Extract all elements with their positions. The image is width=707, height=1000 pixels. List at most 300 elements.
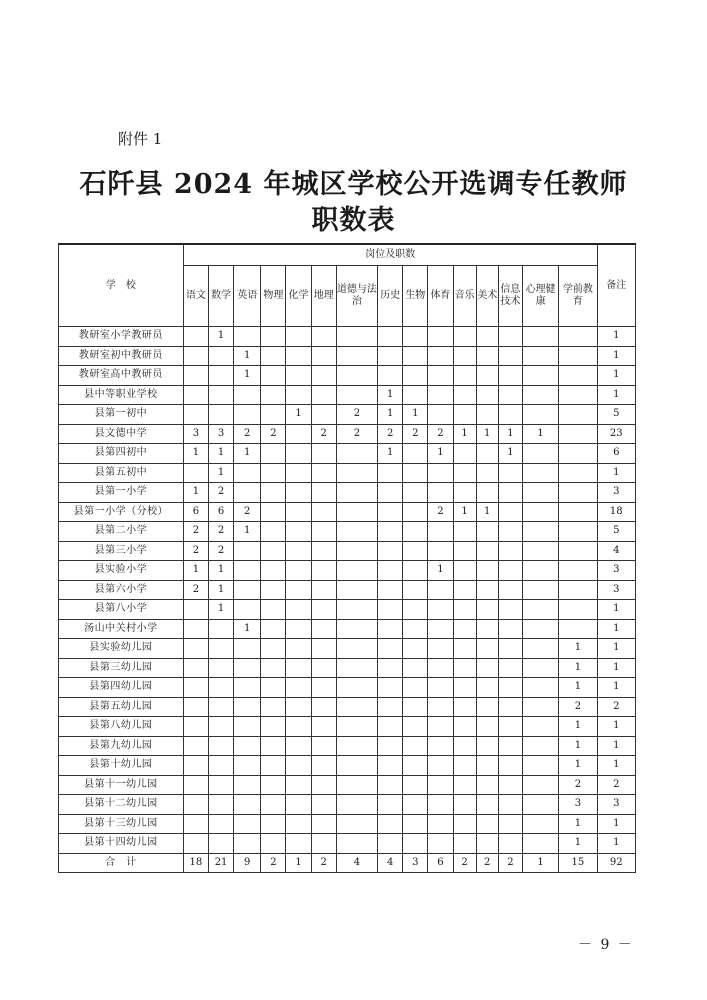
count-cell xyxy=(453,463,476,483)
count-cell xyxy=(428,483,453,503)
table-row xyxy=(59,346,636,366)
count-cell xyxy=(403,814,428,834)
school-name: 县实验幼儿园 xyxy=(59,639,184,659)
school-name: 教研室高中教研员 xyxy=(59,366,184,386)
count-cell xyxy=(311,366,336,386)
count-cell xyxy=(311,814,336,834)
count-cell xyxy=(559,580,597,600)
count-cell xyxy=(311,541,336,561)
count-cell xyxy=(378,678,403,698)
count-cell xyxy=(286,600,311,620)
remark-cell: 3 xyxy=(597,795,635,815)
count-cell xyxy=(476,619,498,639)
count-cell: 1 xyxy=(403,405,428,425)
count-cell xyxy=(286,580,311,600)
count-cell xyxy=(378,502,403,522)
school-name: 县第九幼儿园 xyxy=(59,736,184,756)
count-cell: 2 xyxy=(403,424,428,444)
count-cell xyxy=(559,561,597,581)
count-cell xyxy=(261,346,286,366)
count-cell xyxy=(453,717,476,737)
count-cell: 1 xyxy=(559,756,597,776)
subject-header: 英语 xyxy=(234,266,261,327)
count-cell xyxy=(476,463,498,483)
count-cell xyxy=(403,756,428,776)
subject-header: 化学 xyxy=(286,266,311,327)
school-name: 县第十三幼儿园 xyxy=(59,814,184,834)
count-cell xyxy=(286,678,311,698)
count-cell xyxy=(428,366,453,386)
count-cell xyxy=(498,561,522,581)
count-cell: 2 xyxy=(183,541,208,561)
count-cell xyxy=(428,541,453,561)
school-name: 县第十四幼儿园 xyxy=(59,834,184,854)
remark-cell: 1 xyxy=(597,736,635,756)
table-row xyxy=(59,561,636,581)
count-cell xyxy=(208,366,233,386)
count-cell xyxy=(453,405,476,425)
count-cell xyxy=(453,658,476,678)
count-cell xyxy=(428,678,453,698)
count-cell xyxy=(559,619,597,639)
count-cell xyxy=(261,756,286,776)
count-cell xyxy=(403,366,428,386)
count-cell xyxy=(311,561,336,581)
remark-cell: 1 xyxy=(597,600,635,620)
count-cell xyxy=(403,697,428,717)
count-cell xyxy=(498,580,522,600)
count-cell xyxy=(261,580,286,600)
count-cell xyxy=(559,463,597,483)
count-cell xyxy=(378,619,403,639)
count-cell xyxy=(183,775,208,795)
count-cell xyxy=(286,444,311,464)
count-cell xyxy=(453,522,476,542)
count-cell: 9 xyxy=(234,853,261,873)
count-cell: 15 xyxy=(559,853,597,873)
count-cell xyxy=(336,346,377,366)
count-cell xyxy=(336,580,377,600)
school-name: 县第十二幼儿园 xyxy=(59,795,184,815)
count-cell xyxy=(498,717,522,737)
count-cell xyxy=(498,522,522,542)
table-row xyxy=(59,697,636,717)
count-cell xyxy=(336,756,377,776)
count-cell xyxy=(183,327,208,347)
count-cell xyxy=(522,405,558,425)
table-row xyxy=(59,327,636,347)
count-cell: 1 xyxy=(378,405,403,425)
school-name: 教研室初中教研员 xyxy=(59,346,184,366)
count-cell xyxy=(311,834,336,854)
count-cell xyxy=(403,561,428,581)
page-number: － 9 － xyxy=(578,937,634,953)
count-cell xyxy=(208,405,233,425)
table-row xyxy=(59,795,636,815)
count-cell: 6 xyxy=(183,502,208,522)
count-cell xyxy=(498,619,522,639)
count-cell xyxy=(428,600,453,620)
count-cell xyxy=(428,736,453,756)
count-cell xyxy=(286,639,311,659)
count-cell xyxy=(403,600,428,620)
count-cell xyxy=(498,736,522,756)
school-name: 县第五幼儿园 xyxy=(59,697,184,717)
count-cell xyxy=(208,736,233,756)
count-cell xyxy=(498,756,522,776)
count-cell xyxy=(336,639,377,659)
count-cell xyxy=(522,580,558,600)
count-cell xyxy=(428,658,453,678)
count-cell: 1 xyxy=(559,717,597,737)
count-cell: 2 xyxy=(183,522,208,542)
count-cell xyxy=(286,717,311,737)
count-cell xyxy=(428,522,453,542)
count-cell xyxy=(428,463,453,483)
count-cell: 1 xyxy=(286,853,311,873)
remark-cell: 92 xyxy=(597,853,635,873)
count-cell xyxy=(476,346,498,366)
count-cell: 1 xyxy=(183,483,208,503)
table-row xyxy=(59,658,636,678)
count-cell xyxy=(261,600,286,620)
count-cell xyxy=(476,717,498,737)
count-cell xyxy=(522,600,558,620)
count-cell xyxy=(559,327,597,347)
count-cell xyxy=(378,561,403,581)
count-cell: 1 xyxy=(183,444,208,464)
count-cell: 21 xyxy=(208,853,233,873)
count-cell xyxy=(286,775,311,795)
table-row xyxy=(59,444,636,464)
count-cell: 1 xyxy=(559,639,597,659)
count-cell xyxy=(286,424,311,444)
count-cell xyxy=(453,561,476,581)
count-cell xyxy=(378,736,403,756)
table-row xyxy=(59,834,636,854)
count-cell xyxy=(522,502,558,522)
count-cell xyxy=(234,327,261,347)
count-cell xyxy=(476,814,498,834)
count-cell xyxy=(559,424,597,444)
count-cell xyxy=(378,658,403,678)
count-cell xyxy=(522,834,558,854)
subject-header: 数学 xyxy=(208,266,233,327)
count-cell xyxy=(311,619,336,639)
count-cell xyxy=(476,366,498,386)
count-cell xyxy=(286,541,311,561)
count-cell xyxy=(522,795,558,815)
count-cell xyxy=(498,814,522,834)
count-cell xyxy=(183,405,208,425)
count-cell xyxy=(261,639,286,659)
count-cell xyxy=(183,366,208,386)
count-cell xyxy=(183,463,208,483)
table-row xyxy=(59,756,636,776)
count-cell xyxy=(476,405,498,425)
count-cell xyxy=(559,600,597,620)
count-cell xyxy=(336,678,377,698)
count-cell xyxy=(559,346,597,366)
remark-cell: 3 xyxy=(597,580,635,600)
count-cell xyxy=(311,405,336,425)
count-cell: 2 xyxy=(476,853,498,873)
count-cell xyxy=(498,327,522,347)
remark-cell: 4 xyxy=(597,541,635,561)
count-cell xyxy=(522,327,558,347)
remark-cell: 5 xyxy=(597,522,635,542)
count-cell xyxy=(476,658,498,678)
document-title-line1: 石阡县 2024 年城区学校公开选调专任教师 xyxy=(79,169,628,200)
count-cell xyxy=(453,366,476,386)
count-cell xyxy=(183,619,208,639)
count-cell xyxy=(286,522,311,542)
count-cell xyxy=(403,775,428,795)
count-cell xyxy=(428,775,453,795)
count-cell: 2 xyxy=(559,775,597,795)
table-row xyxy=(59,814,636,834)
count-cell xyxy=(522,658,558,678)
count-cell xyxy=(522,678,558,698)
subject-header: 体育 xyxy=(428,266,453,327)
count-cell xyxy=(522,366,558,386)
count-cell xyxy=(234,697,261,717)
count-cell xyxy=(498,405,522,425)
count-cell xyxy=(403,678,428,698)
count-cell xyxy=(336,697,377,717)
count-cell xyxy=(498,541,522,561)
count-cell xyxy=(403,639,428,659)
count-cell xyxy=(453,619,476,639)
count-cell: 1 xyxy=(183,561,208,581)
subject-header: 物理 xyxy=(261,266,286,327)
count-cell xyxy=(208,717,233,737)
count-cell xyxy=(403,346,428,366)
count-cell: 1 xyxy=(208,444,233,464)
count-cell: 1 xyxy=(559,736,597,756)
subject-header: 地理 xyxy=(311,266,336,327)
count-cell: 1 xyxy=(208,580,233,600)
count-cell xyxy=(559,385,597,405)
count-cell xyxy=(261,522,286,542)
count-cell xyxy=(453,814,476,834)
count-cell xyxy=(261,775,286,795)
count-cell xyxy=(336,385,377,405)
count-cell xyxy=(378,600,403,620)
count-cell: 1 xyxy=(559,678,597,698)
count-cell xyxy=(336,775,377,795)
count-cell xyxy=(378,639,403,659)
school-header: 学 校 xyxy=(59,244,184,327)
table-row xyxy=(59,502,636,522)
remark-cell: 1 xyxy=(597,619,635,639)
count-cell xyxy=(234,756,261,776)
count-cell xyxy=(403,541,428,561)
school-name: 县第五初中 xyxy=(59,463,184,483)
count-cell xyxy=(453,385,476,405)
count-cell xyxy=(311,639,336,659)
count-cell xyxy=(234,600,261,620)
subject-header: 道德与法治 xyxy=(336,266,377,327)
count-cell xyxy=(522,541,558,561)
school-name: 县第八幼儿园 xyxy=(59,717,184,737)
count-cell xyxy=(403,580,428,600)
remark-cell: 1 xyxy=(597,834,635,854)
count-cell: 2 xyxy=(311,853,336,873)
count-cell: 2 xyxy=(208,541,233,561)
count-cell: 3 xyxy=(559,795,597,815)
count-cell xyxy=(378,366,403,386)
count-cell xyxy=(476,444,498,464)
count-cell xyxy=(403,834,428,854)
count-cell xyxy=(234,795,261,815)
count-cell xyxy=(453,444,476,464)
count-cell xyxy=(403,795,428,815)
table-row xyxy=(59,385,636,405)
count-cell xyxy=(183,795,208,815)
remark-cell: 1 xyxy=(597,346,635,366)
count-cell xyxy=(522,639,558,659)
count-cell xyxy=(311,658,336,678)
count-cell xyxy=(522,775,558,795)
count-cell xyxy=(261,561,286,581)
count-cell xyxy=(522,814,558,834)
count-cell xyxy=(378,327,403,347)
count-cell xyxy=(311,502,336,522)
count-cell xyxy=(453,346,476,366)
count-cell: 1 xyxy=(476,424,498,444)
count-cell xyxy=(498,600,522,620)
count-cell: 1 xyxy=(208,600,233,620)
remark-cell: 1 xyxy=(597,658,635,678)
count-cell xyxy=(428,385,453,405)
count-cell xyxy=(261,405,286,425)
count-cell xyxy=(476,522,498,542)
count-cell xyxy=(261,697,286,717)
count-cell xyxy=(476,385,498,405)
count-cell xyxy=(522,346,558,366)
count-cell: 1 xyxy=(453,424,476,444)
count-cell xyxy=(336,600,377,620)
count-cell xyxy=(286,697,311,717)
count-cell xyxy=(208,619,233,639)
count-cell xyxy=(286,483,311,503)
count-cell xyxy=(498,658,522,678)
count-cell: 2 xyxy=(208,522,233,542)
count-cell xyxy=(183,717,208,737)
count-cell: 1 xyxy=(286,405,311,425)
count-cell xyxy=(234,561,261,581)
count-cell xyxy=(476,580,498,600)
count-cell xyxy=(286,561,311,581)
remark-cell: 5 xyxy=(597,405,635,425)
remark-cell: 1 xyxy=(597,327,635,347)
remark-cell: 2 xyxy=(597,775,635,795)
count-cell xyxy=(261,619,286,639)
count-cell xyxy=(336,502,377,522)
count-cell xyxy=(208,697,233,717)
count-cell xyxy=(261,366,286,386)
count-cell xyxy=(559,444,597,464)
remark-cell: 1 xyxy=(597,463,635,483)
table-row xyxy=(59,736,636,756)
count-cell xyxy=(183,756,208,776)
count-cell xyxy=(261,385,286,405)
count-cell: 18 xyxy=(183,853,208,873)
count-cell xyxy=(234,678,261,698)
subject-header: 美术 xyxy=(476,266,498,327)
remark-cell: 18 xyxy=(597,502,635,522)
count-cell xyxy=(311,697,336,717)
remark-cell: 1 xyxy=(597,717,635,737)
count-cell: 3 xyxy=(403,853,428,873)
subject-header: 语文 xyxy=(183,266,208,327)
count-cell xyxy=(453,639,476,659)
count-cell xyxy=(234,834,261,854)
school-name: 县第四初中 xyxy=(59,444,184,464)
count-cell xyxy=(336,541,377,561)
table-row xyxy=(59,580,636,600)
count-cell xyxy=(286,834,311,854)
count-cell: 1 xyxy=(559,834,597,854)
count-cell xyxy=(403,658,428,678)
count-cell xyxy=(476,697,498,717)
subject-header: 音乐 xyxy=(453,266,476,327)
count-cell xyxy=(261,658,286,678)
count-cell xyxy=(498,834,522,854)
count-cell xyxy=(286,795,311,815)
count-cell xyxy=(208,756,233,776)
count-cell xyxy=(183,697,208,717)
count-cell xyxy=(453,834,476,854)
count-cell xyxy=(476,678,498,698)
count-cell xyxy=(476,639,498,659)
count-cell xyxy=(286,658,311,678)
count-cell: 2 xyxy=(498,853,522,873)
count-cell xyxy=(403,619,428,639)
count-cell xyxy=(522,717,558,737)
count-cell xyxy=(234,405,261,425)
count-cell xyxy=(476,483,498,503)
count-cell: 1 xyxy=(234,619,261,639)
remark-cell: 1 xyxy=(597,756,635,776)
count-cell xyxy=(498,795,522,815)
count-cell xyxy=(336,814,377,834)
count-cell xyxy=(311,600,336,620)
count-cell xyxy=(336,658,377,678)
count-cell: 2 xyxy=(234,424,261,444)
count-cell xyxy=(234,775,261,795)
count-cell xyxy=(378,483,403,503)
count-cell xyxy=(311,775,336,795)
count-cell xyxy=(498,775,522,795)
count-cell xyxy=(234,385,261,405)
count-cell xyxy=(403,463,428,483)
count-cell: 2 xyxy=(559,697,597,717)
count-cell: 1 xyxy=(208,561,233,581)
school-name: 县实验小学 xyxy=(59,561,184,581)
count-cell xyxy=(498,483,522,503)
count-cell xyxy=(336,366,377,386)
count-cell: 1 xyxy=(453,502,476,522)
count-cell xyxy=(208,775,233,795)
count-cell xyxy=(311,756,336,776)
count-cell xyxy=(234,463,261,483)
count-cell xyxy=(522,483,558,503)
count-cell xyxy=(476,327,498,347)
table-row xyxy=(59,541,636,561)
count-cell xyxy=(559,502,597,522)
